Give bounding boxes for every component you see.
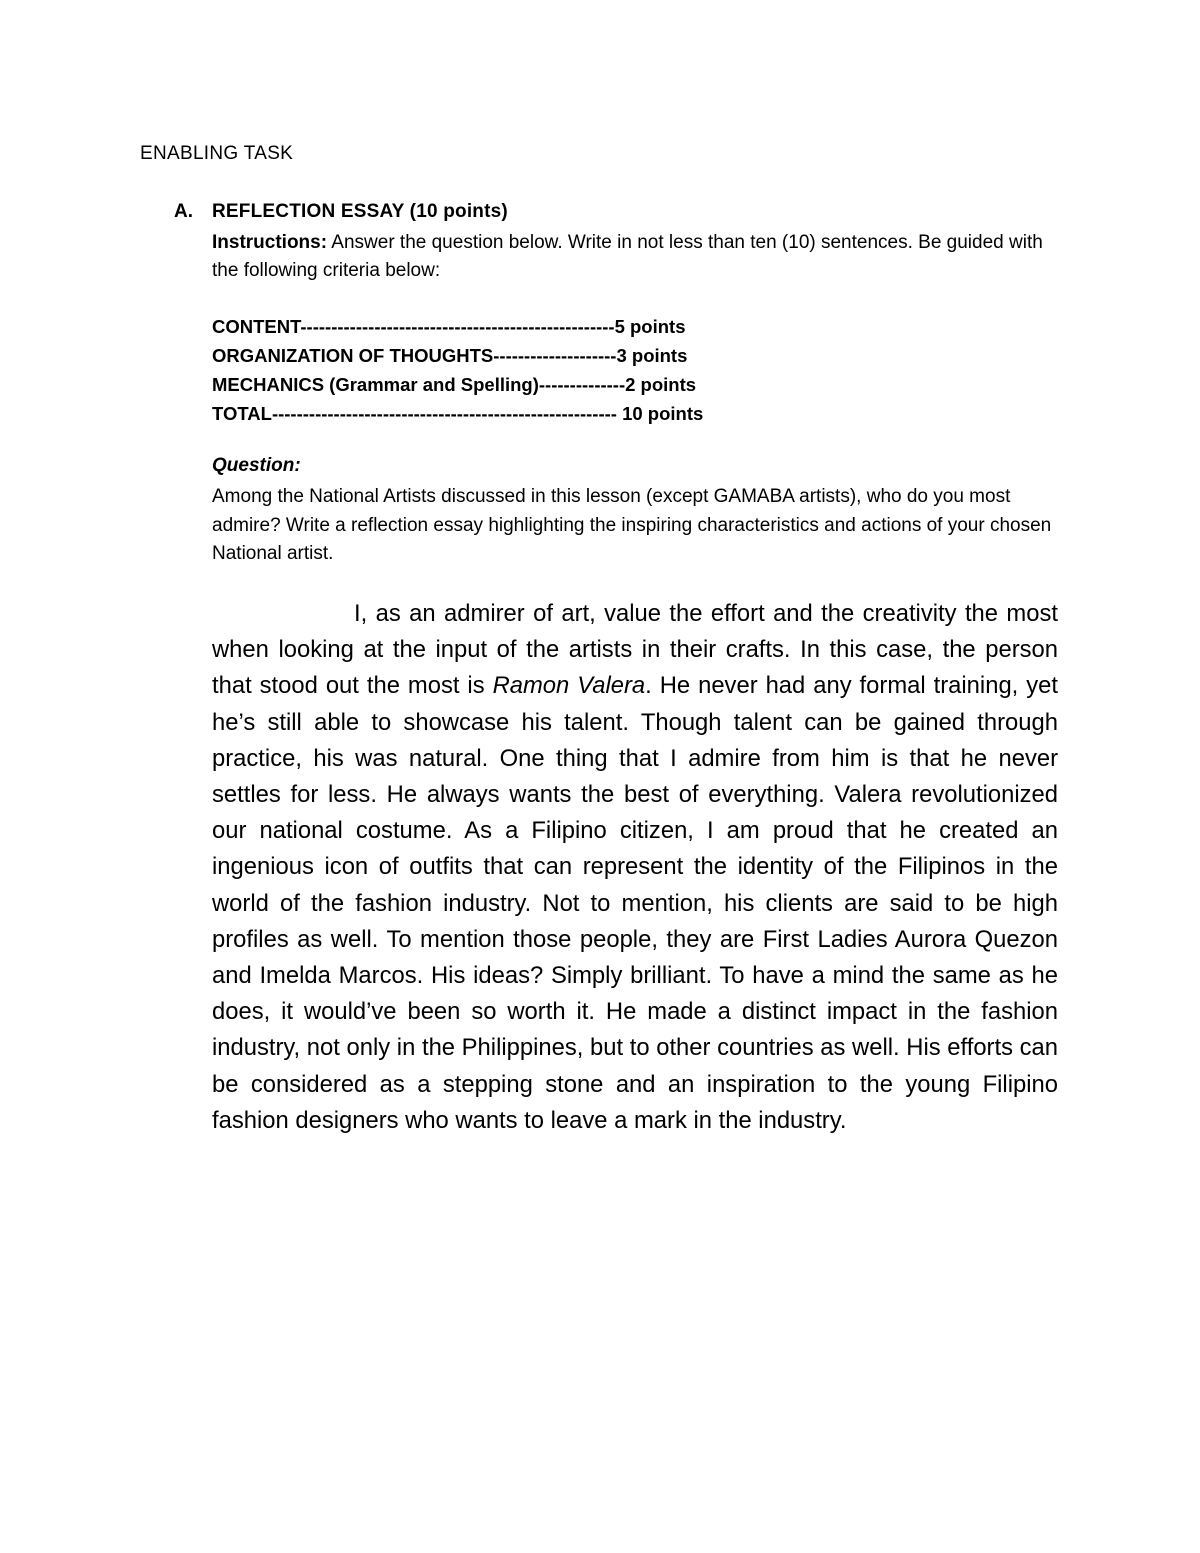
- criteria-list: [212, 312, 832, 428]
- instructions-text: Answer the question below. Write in not less than ten (10) sentences. Be guided with the following criteria below:: [212, 232, 1043, 281]
- page-heading: ENABLING TASK: [140, 143, 294, 164]
- section-title: REFLECTION ESSAY (10 points): [212, 201, 508, 222]
- question-label: Question:: [212, 455, 301, 476]
- section-marker: A.: [174, 201, 193, 222]
- instructions-label: Instructions:: [212, 232, 328, 253]
- criteria-row-content: CONTENT---------------------------------------------------5 points: [212, 316, 686, 337]
- essay-artist-name: Ramon Valera: [492, 672, 646, 700]
- question-text: Among the National Artists discussed in this lesson (except GAMABA artists), who do you most admire? Write a reflection essay highlighting the inspiring characteristics and actions of your chosen National artist.: [212, 486, 1052, 564]
- instructions: [212, 229, 1062, 285]
- essay-body: [212, 596, 1058, 1139]
- criteria-row-mechanics: MECHANICS (Grammar and Spelling)--------------2 points: [212, 374, 697, 395]
- criteria-row-organization: ORGANIZATION OF THOUGHTS--------------------3 points: [212, 345, 688, 366]
- essay-part-1: I, as an admirer of art, value the effort and the creativity the most when looking at the input of the artists in their crafts. In this case, the person that stood out the most is: [212, 600, 1058, 700]
- essay-part-2: . He never had any formal training, yet he’s still able to showcase his talent. Though talent can be gained through practice, his was natural. One thing that I admire from him is that he never settles for less. He always wants the best of everything. Valera revolutionized our national costume. As a Filipino citizen, I am proud that he created an ingenious icon of outfits that can represent the identity of the Filipinos in the world of the fashion industry. Not to mention, his clients are said to be high profiles as well. To mention those people, they are First Ladies Aurora Quezon and Imelda Marcos. His ideas? Simply brilliant. To have a mind the same as he does, it would’ve been so worth it. He made a distinct impact in the fashion industry, not only in the Philippines, but to other countries as well. His efforts can be considered as a stepping stone and an inspiration to the young Filipino fashion designers who wants to leave a mark in the industry.: [212, 672, 1058, 1134]
- criteria-row-total: TOTAL-------------------------------------------------------- 10 points: [212, 403, 704, 424]
